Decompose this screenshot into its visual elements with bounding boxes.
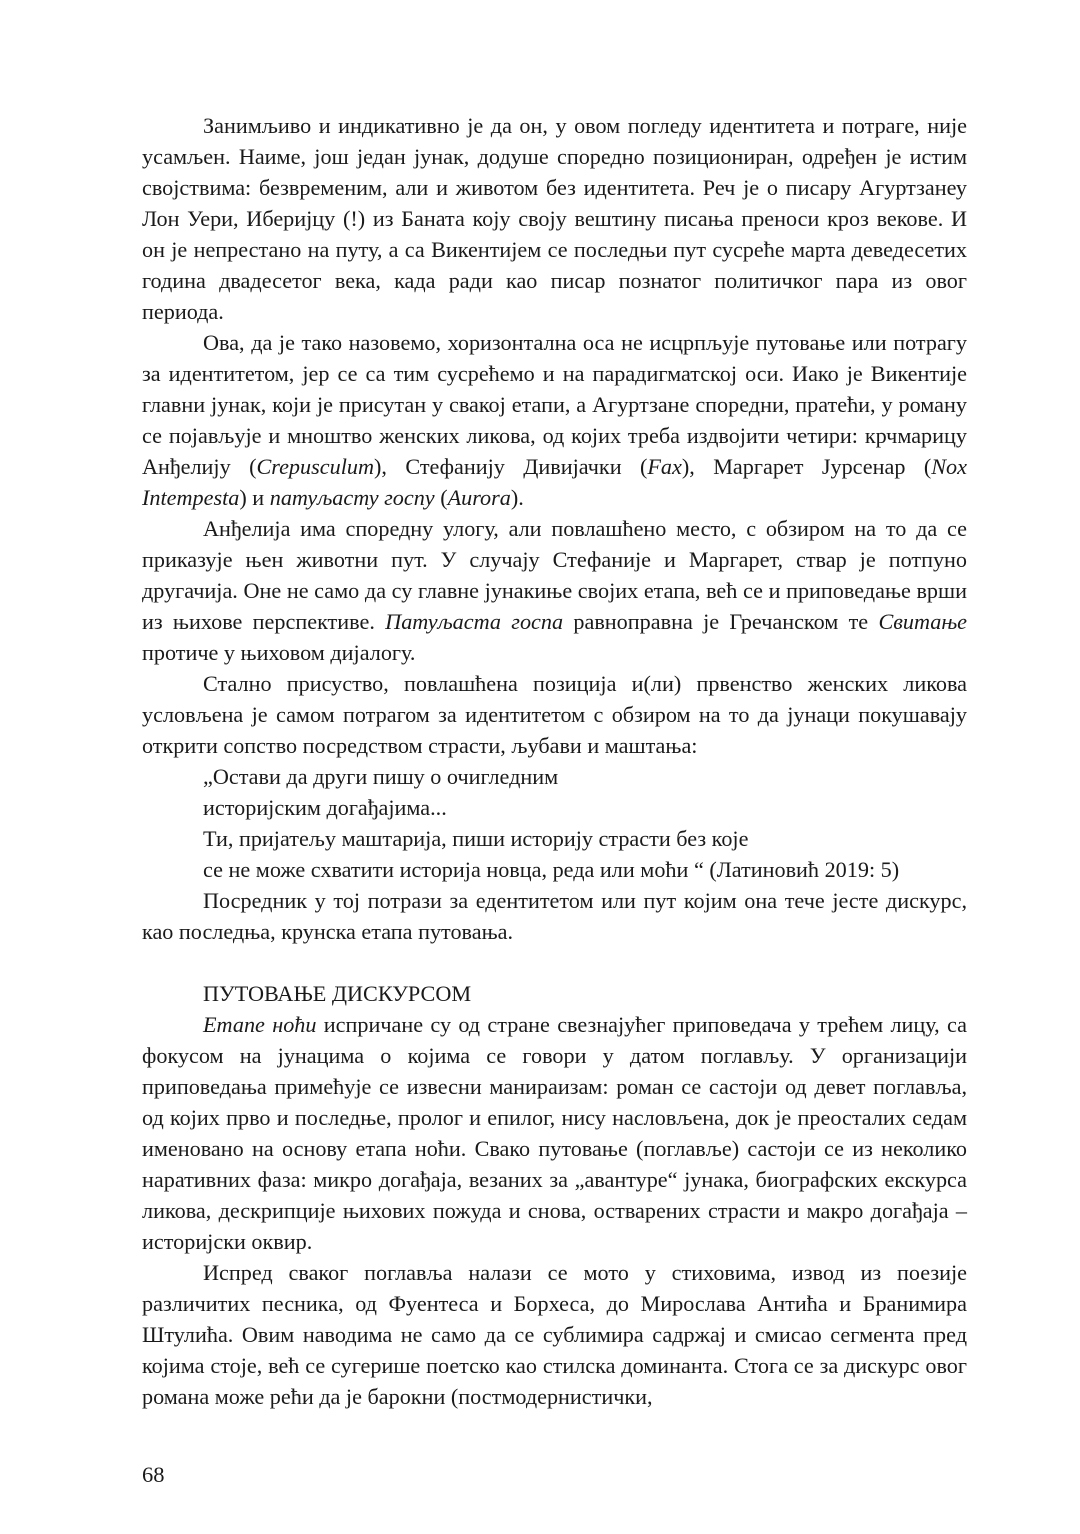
paragraph-4-text: Стално присуство, повлашћена позиција и(ли) првенство женских ликова условљена је самом потрагом за идентитетом с обзиром на то да јунаци покушавају открити сопство посредством страсти, љубави и маштања: bbox=[142, 671, 967, 758]
paragraph-7-text: Испред сваког поглавља налази се мото у стиховима, извод из поезије различитих песника, од Фуентеса и Борхеса, до Мирослава Антића и Бранимира Штулића. Овим наводима не само да се сублимира садржај и смисао сегмента пред којима стоје, већ се сугерише поетско као стилска доминанта. Стога се за дискурс овог романа може рећи да је барокни (постмодернистички, bbox=[142, 1260, 967, 1409]
paragraph-1 bbox=[142, 110, 967, 327]
italic-etape-noci: Етапе ноћи bbox=[203, 1012, 317, 1037]
paragraph-3-text-b: равноправна је Гречанском те bbox=[563, 609, 879, 634]
paragraph-2-text-c: ), Маргарет Јурсенар ( bbox=[681, 454, 932, 479]
page-body bbox=[142, 110, 967, 1412]
italic-crepusculum: Crepusculum bbox=[256, 454, 374, 479]
paragraph-5 bbox=[142, 885, 967, 947]
italic-patuljasta-gospa: патуљасту госпу bbox=[269, 485, 435, 510]
paragraph-4 bbox=[142, 668, 967, 761]
verse-line-3: Ти, пријатељу маштарија, пиши историју страсти без које bbox=[203, 826, 749, 851]
paragraph-2-text-f: ). bbox=[510, 485, 524, 510]
italic-svitanje: Свитање bbox=[878, 609, 967, 634]
paragraph-2-text-e: ( bbox=[434, 485, 448, 510]
italic-patuljasta-gospa-title: Патуљаста госпа bbox=[385, 609, 564, 634]
paragraph-6 bbox=[142, 1009, 967, 1257]
paragraph-2-text-a: Ова, да је тако назовемо, хоризонтална оса не исцрпљује путовање или потрагу за идентитетом, јер се са тим сусрећемо и на парадигматској оси. Иако је Викентије главни јунак, који је присутан у свакој етапи, а Агуртзане споредни, пратећи, у роману се појављује и мноштво женских ликова, од којих треба издвојити четири: крчмарицу Анђелију ( bbox=[142, 330, 967, 479]
page-number: 68 bbox=[142, 1462, 165, 1487]
verse-line-1: „Остави да други пишу о очигледним bbox=[203, 764, 559, 789]
paragraph-3 bbox=[142, 513, 967, 668]
paragraph-3-text-a: Анђелија има споредну улогу, али повлашћено место, с обзиром на то да се приказује њен животни пут. У случају Стефаније и Маргарет, ствар је потпуно другачија. Оне не само да су главне јунакиње својих етапа, већ се и приповедање врши из њихове перспективе. bbox=[142, 516, 967, 634]
paragraph-3-text-c: протиче у њиховом дијалогу. bbox=[142, 640, 416, 665]
verse-line-2: историјским догађајима... bbox=[203, 795, 447, 820]
paragraph-1-text: Занимљиво и индикативно је да он, у овом погледу идентитета и потраге, није усамљен. Наиме, још један јунак, додуше споредно позициониран, одређен је истим својствима: безвременим, али и животом без идентитета. Реч је о писару Агуртзанеу Лон Уери, Иберијцу (!) из Баната коју своју вештину писања преноси кроз векове. И он је непрестано на путу, а са Викентијем се последњи пут сусреће марта деведесетих година двадесетог века, када ради као писар познатог политичког пара из овог периода. bbox=[142, 113, 967, 324]
italic-fax: Fax bbox=[647, 454, 682, 479]
italic-nox-intempesta: Nox Intempesta bbox=[142, 454, 967, 510]
paragraph-7 bbox=[142, 1257, 967, 1412]
paragraph-2 bbox=[142, 327, 967, 513]
paragraph-2-text-d: ) и bbox=[239, 485, 270, 510]
paragraph-5-text: Посредник у тој потрази за едентитетом или пут којим она тече јесте дискурс, као последња, крунска етапа путовања. bbox=[142, 888, 967, 944]
section-heading: ПУТОВАЊЕ ДИСКУРСОМ bbox=[203, 981, 472, 1006]
verse-line-4: се не може схватити историја новца, реда или моћи “ (Латиновић 2019: 5) bbox=[203, 857, 900, 882]
paragraph-2-text-b: ), Стефанију Дивијачки ( bbox=[373, 454, 648, 479]
paragraph-6-text: испричане су од стране свезнајућег приповедача у трећем лицу, са фокусом на јунацима о којима се говори у датом поглављу. У организацији приповедања примећује се извесни манирaизам: роман се састоји од девет поглавља, од којих прво и последње, пролог и епилог, нису насловљена, док је преосталих седам именовано на основу етапа ноћи. Свако путовање (поглавље) састоји се из неколико наративних фаза: микро догађаја, везаних за „авантуре“ јунака, биографских екскурса ликова, дескрипције њихових пожуда и снова, остварених страсти и макро догађаја – историјски оквир. bbox=[142, 1012, 967, 1254]
italic-aurora: Aurora bbox=[447, 485, 511, 510]
